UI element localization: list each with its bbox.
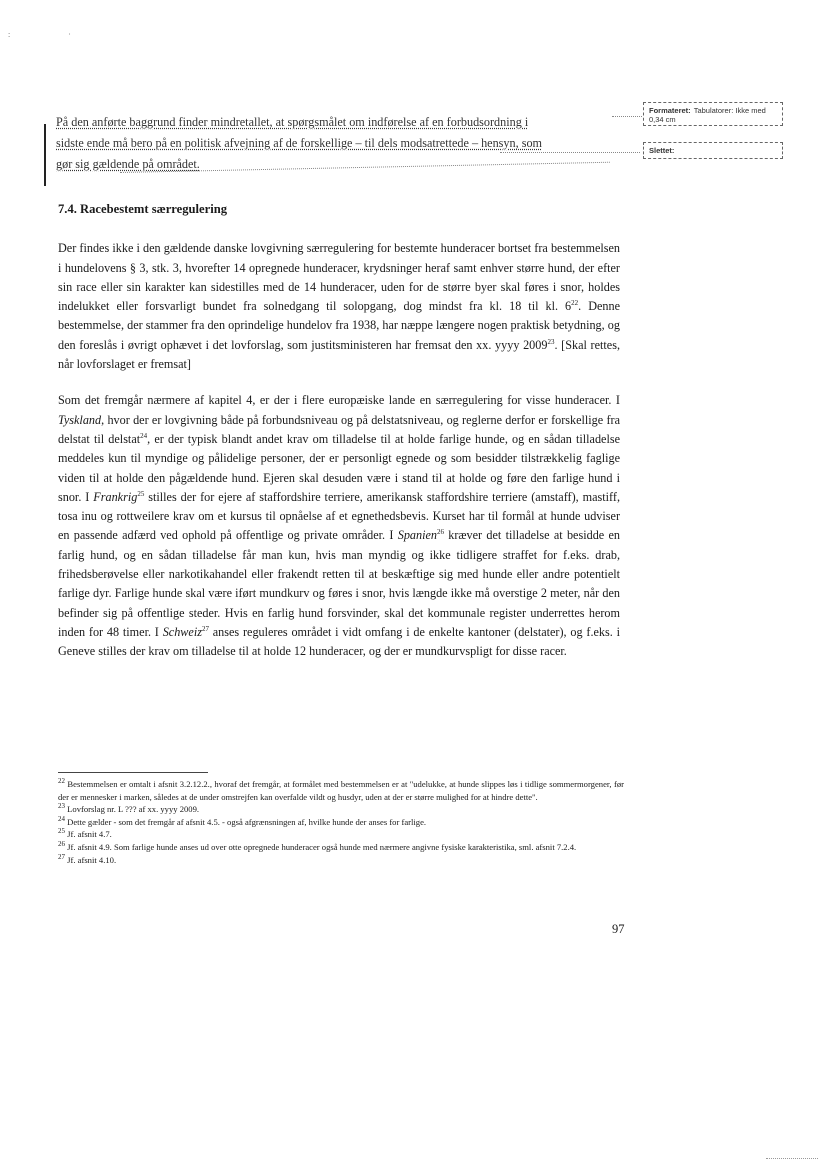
footnote: $^{24}$ Dette gælder - som det fremgår af afsnit 4.5. - også afgrænsningen af, hvilke hunde der anses for farlige. <box>58 814 427 827</box>
main-body <box>58 200 620 679</box>
comment-leader-line <box>500 152 640 153</box>
country-name: Spanien <box>397 528 437 543</box>
bottom-edge-marks <box>766 1158 818 1159</box>
footnote-ref[interactable]: 25 <box>137 489 145 498</box>
footnote: $^{25}$ Jf. afsnit 4.7. <box>58 827 112 840</box>
section-heading: 7.4. Racebestemt særregulering <box>58 202 228 216</box>
comment-leader-line <box>612 116 642 117</box>
revision-change-bar <box>44 124 46 186</box>
page-number: 97 <box>612 922 625 936</box>
footnote-ref[interactable]: 23 <box>547 337 555 346</box>
country-name: Schweiz <box>162 624 202 639</box>
balloon-label: Formateret: <box>649 106 691 115</box>
paragraph-danish-regulation: Der findes ikke i den gældende danske lovgivning særregulering for bestemte hunderacer bortset fra bestemmelsen i hundelovens § 3, stk. 3, hvorefter 14 opregnede hunderacer, krydsninger heraf samt enhver større hund, der efter sin race eller sin karakter kan sidestilles med de 14 hunderacer, uden for de større byer skal føres i snor, holdes indelukket eller forsvarligt bundet fra solnedgang til solopgang, dog mindst fra kl. 18 til kl. $6^{22}$. Denne bestemmelse, der stammer fra den oprindelige hundelov fra 1938, har næppe længere nogen praktisk betydning, og den foreslås i øvrigt ophævet i det lovforslag, som justitsministeren har fremsat den xx. yyyy 2009$^{23}$. [Skal rettes, når lovforslaget er fremsat] <box>58 241 620 372</box>
tracked-change-text <box>56 112 612 175</box>
formatting-balloon[interactable] <box>643 102 783 126</box>
footnote: $^{26}$ Jf. afsnit 4.9. Som farlige hunde anses ud over otte opregnede hunderacer også hunde med nærmere angivne fysiske karakteristika, sml. afsnit 7.2.4. <box>58 840 577 852</box>
footnote-ref[interactable]: 22 <box>571 299 579 308</box>
deletion-balloon[interactable] <box>643 142 783 159</box>
footnote: $^{27}$ Jf. afsnit 4.10. <box>58 852 117 865</box>
tracked-line-3: gør sig gældende på området. <box>56 157 200 171</box>
balloon-text: Tabulatorer: Ikke med 0,34 cm <box>649 106 766 124</box>
footnotes <box>58 778 624 866</box>
footnote: $^{23}$ Lovforslag nr. L ??? af xx. yyyy 2009. <box>58 802 200 815</box>
country-name: Frankrig <box>93 489 138 504</box>
footnote-separator <box>58 772 208 773</box>
balloon-label: Slettet: <box>649 146 675 155</box>
tracked-line-2: sidste ende må bero på en politisk afvejning af de forskellige – til dels modsatrettede – hensyn, som <box>56 136 543 150</box>
country-name: Tyskland <box>58 412 102 427</box>
footnote-ref[interactable]: 26 <box>436 528 444 537</box>
paragraph-european-regulation: Som det fremgår nærmere af kapitel 4, er der i flere europæiske lande en særregulering for visse hunderacer. I Tyskland, hvor der er lovgivning både på forbundsniveau og på delstatsniveau, og reglerne derfor er forskellige fra delstat til delstat$^{24}$, er der typisk blandt andet krav om tilladelse til at holde farlige hunde, og en sådan tilladelse meddeles kun til myndige og pålidelige personer, der er personligt egnede og som besidder tilstrækkelig faglige viden til at holde den pågældende hund. Ejeren skal desuden være i stand til at holde og føre den farlige hund i snor. I Frankrig$^{25}$ stilles der for ejere af staffordshire terriere, amerikansk staffordshire terriere (amstaff), mastiff, tosa inu og rottweilere krav om et kursus til opnåelse af et egnethedsbevis. Kurset har til formål at hunde udviser en passende adfærd ved ophold på offentlige og private områder. I Spanien$^{26}$ kræver det tilladelse at besidde en farlig hund, og en sådan tilladelse får man kun, hvis man myndig og ikke tidligere straffet for f.eks. drab, frihedsberøvelse eller narkotikahandel eller frakendt retten til at beskæftige sig med hunde eller andre potentielt farlige dyr. Farlige hunde skal være iført mundkurv og føres i snor, hvis længde ikke må overstige 2 meter, når den befinder sig på offentlige steder. Hvis en farlig hund forsvinder, skal det kommunale register underrettes herom inden for 48 timer. I Schweiz$^{27}$ anses reguleres området i vidt omfang i de enkelte kantoner (delstater), og f.eks. i Geneve stilles der krav om tilladelse til at holde 12 hunderacer, og der er mundkurvspligt for disse racer. <box>58 393 621 659</box>
footnote: $^{22}$ Bestemmelsen er omtalt i afsnit 3.2.12.2., hvoraf det fremgår, at formålet med bestemmelsen er at "udelukke, at hunde slippes løs i tidlige sommermorgener, før der er mennesker i marken, således at de under omstrejfen kan overfalde vildt og husdyr, uden at der er større mulighed for at hindre dette". <box>58 777 624 802</box>
footnote-ref[interactable]: 24 <box>140 431 148 440</box>
tracked-line-1: På den anførte baggrund finder mindretallet, at spørgsmålet om indførelse af en forbudsordning i <box>56 115 529 129</box>
footnote-ref[interactable]: 27 <box>201 624 209 633</box>
scan-corner-marks: : · <box>8 30 99 39</box>
